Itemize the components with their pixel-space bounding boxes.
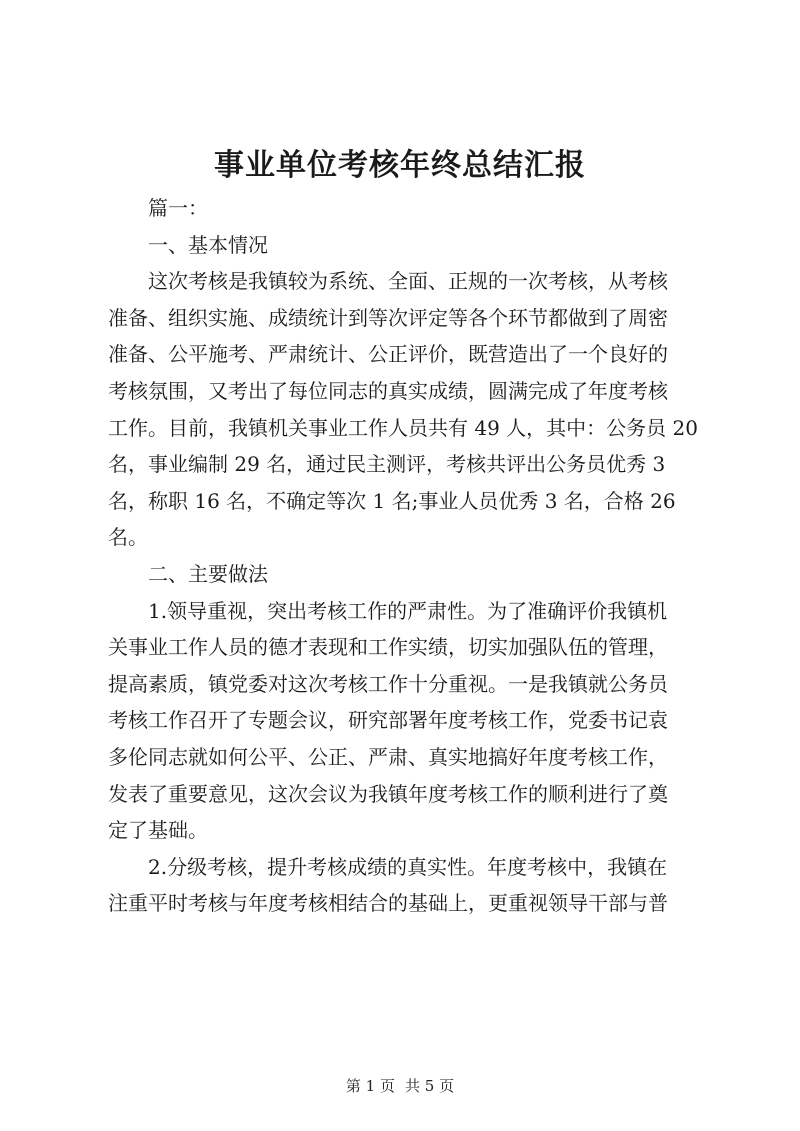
document-title: 事业单位考核年终总结汇报 xyxy=(214,148,586,183)
body-line: 工作。目前，我镇机关事业工作人员共有 49 人，其中：公务员 20 xyxy=(108,415,698,440)
body-line: 1.领导重视，突出考核工作的严肃性。为了准确评价我镇机 xyxy=(108,598,668,623)
body-line: 考核氛围，又考出了每位同志的真实成绩，圆满完成了年度考核 xyxy=(108,378,668,403)
page-total: 共 5 页 xyxy=(405,1077,455,1095)
page-number: 第 1 页 xyxy=(345,1077,395,1095)
document-body xyxy=(108,190,708,922)
body-line: 准备、组织实施、成绩统计到等次评定等各个环节都做到了周密 xyxy=(108,305,668,330)
body-line: 二、主要做法 xyxy=(108,561,268,586)
body-line: 准备、公平施考、严肃统计、公正评价，既营造出了一个良好的 xyxy=(108,342,668,367)
body-line: 关事业工作人员的德才表现和工作实绩，切实加强队伍的管理， xyxy=(108,635,668,660)
body-line: 篇一： xyxy=(108,196,208,220)
body-line: 名，事业编制 29 名，通过民主测评，考核共评出公务员优秀 3 xyxy=(108,452,666,477)
body-line: 多伦同志就如何公平、公正、严肃、真实地搞好年度考核工作， xyxy=(108,744,668,769)
page-footer xyxy=(0,1075,800,1096)
body-line: 名。 xyxy=(108,525,148,550)
body-line: 名，称职 16 名，不确定等次 1 名;事业人员优秀 3 名，合格 26 xyxy=(108,488,676,513)
body-line: 一、基本情况 xyxy=(108,232,268,257)
body-line: 这次考核是我镇较为系统、全面、正规的一次考核，从考核 xyxy=(108,269,668,294)
body-line: 2.分级考核，提升考核成绩的真实性。年度考核中，我镇在 xyxy=(108,854,668,879)
body-line: 提高素质，镇党委对这次考核工作十分重视。一是我镇就公务员 xyxy=(108,671,668,696)
body-line: 发表了重要意见，这次会议为我镇年度考核工作的顺利进行了奠 xyxy=(108,781,668,806)
body-line: 定了基础。 xyxy=(108,818,208,843)
body-line: 注重平时考核与年度考核相结合的基础上，更重视领导干部与普 xyxy=(108,891,668,916)
body-line: 考核工作召开了专题会议，研究部署年度考核工作，党委书记袁 xyxy=(108,708,668,733)
